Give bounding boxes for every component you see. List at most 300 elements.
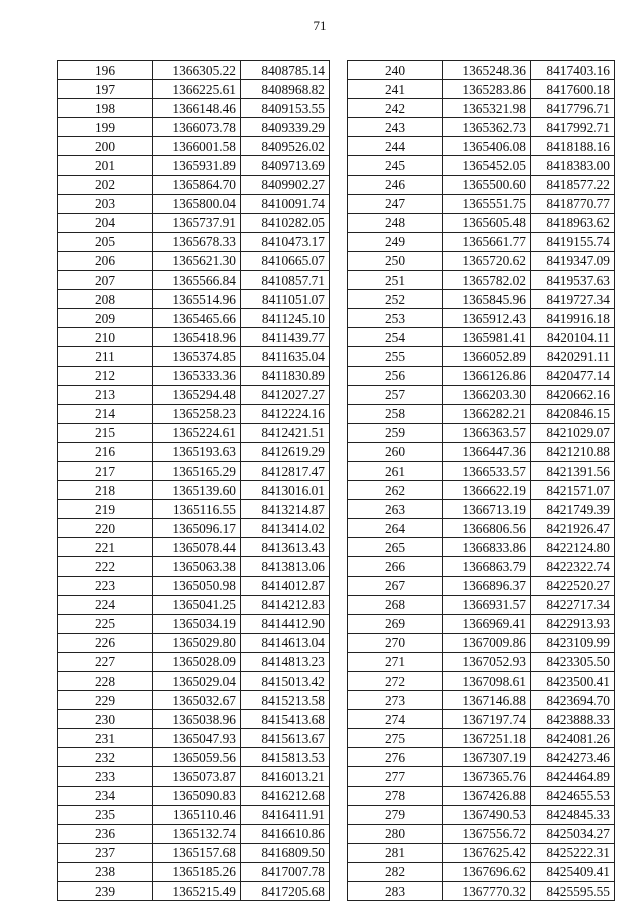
x-coordinate-cell: 1365418.96 xyxy=(153,328,241,347)
x-coordinate-cell: 1365139.60 xyxy=(153,481,241,500)
table-row xyxy=(58,805,330,824)
y-coordinate-cell: 8412619.29 xyxy=(241,442,330,461)
point-number-cell: 264 xyxy=(348,519,443,538)
y-coordinate-cell: 8410665.07 xyxy=(241,251,330,270)
y-coordinate-cell: 8424273.46 xyxy=(531,748,615,767)
y-coordinate-cell: 8414613.04 xyxy=(241,633,330,652)
point-number-cell: 251 xyxy=(348,271,443,290)
y-coordinate-cell: 8423694.70 xyxy=(531,691,615,710)
x-coordinate-cell: 1365132.74 xyxy=(153,824,241,843)
y-coordinate-cell: 8418188.16 xyxy=(531,137,615,156)
x-coordinate-cell: 1365981.41 xyxy=(443,328,531,347)
point-number-cell: 214 xyxy=(58,404,153,423)
point-number-cell: 225 xyxy=(58,614,153,633)
x-coordinate-cell: 1366622.19 xyxy=(443,481,531,500)
table-row xyxy=(348,80,615,99)
y-coordinate-cell: 8409713.69 xyxy=(241,156,330,175)
table-row xyxy=(348,347,615,366)
y-coordinate-cell: 8416212.68 xyxy=(241,786,330,805)
y-coordinate-cell: 8408785.14 xyxy=(241,61,330,80)
x-coordinate-cell: 1366001.58 xyxy=(153,137,241,156)
y-coordinate-cell: 8412027.27 xyxy=(241,385,330,404)
y-coordinate-cell: 8412421.51 xyxy=(241,423,330,442)
x-coordinate-cell: 1365028.09 xyxy=(153,652,241,671)
point-number-cell: 210 xyxy=(58,328,153,347)
point-number-cell: 202 xyxy=(58,175,153,194)
point-number-cell: 259 xyxy=(348,423,443,442)
x-coordinate-cell: 1365621.30 xyxy=(153,251,241,270)
point-number-cell: 207 xyxy=(58,271,153,290)
point-number-cell: 212 xyxy=(58,366,153,385)
table-row xyxy=(58,652,330,671)
x-coordinate-cell: 1365566.84 xyxy=(153,271,241,290)
x-coordinate-cell: 1367696.62 xyxy=(443,862,531,881)
y-coordinate-cell: 8423109.99 xyxy=(531,633,615,652)
table-row xyxy=(58,423,330,442)
y-coordinate-cell: 8418770.77 xyxy=(531,194,615,213)
x-coordinate-cell: 1367146.88 xyxy=(443,691,531,710)
point-number-cell: 222 xyxy=(58,557,153,576)
table-row xyxy=(58,729,330,748)
point-number-cell: 199 xyxy=(58,118,153,137)
y-coordinate-cell: 8415213.58 xyxy=(241,691,330,710)
y-coordinate-cell: 8420104.11 xyxy=(531,328,615,347)
point-number-cell: 263 xyxy=(348,500,443,519)
x-coordinate-cell: 1365782.02 xyxy=(443,271,531,290)
x-coordinate-cell: 1365090.83 xyxy=(153,786,241,805)
x-coordinate-cell: 1365283.86 xyxy=(443,80,531,99)
table-row xyxy=(58,882,330,901)
x-coordinate-cell: 1365185.26 xyxy=(153,862,241,881)
y-coordinate-cell: 8417796.71 xyxy=(531,99,615,118)
point-number-cell: 231 xyxy=(58,729,153,748)
table-row xyxy=(348,538,615,557)
table-row xyxy=(58,748,330,767)
y-coordinate-cell: 8421926.47 xyxy=(531,519,615,538)
table-row xyxy=(348,251,615,270)
y-coordinate-cell: 8422520.27 xyxy=(531,576,615,595)
table-row xyxy=(348,118,615,137)
y-coordinate-cell: 8410473.17 xyxy=(241,232,330,251)
y-coordinate-cell: 8417600.18 xyxy=(531,80,615,99)
y-coordinate-cell: 8425409.41 xyxy=(531,862,615,881)
x-coordinate-cell: 1366806.56 xyxy=(443,519,531,538)
point-number-cell: 244 xyxy=(348,137,443,156)
x-coordinate-cell: 1365605.48 xyxy=(443,213,531,232)
table-row xyxy=(348,423,615,442)
y-coordinate-cell: 8423305.50 xyxy=(531,652,615,671)
y-coordinate-cell: 8411051.07 xyxy=(241,290,330,309)
table-row xyxy=(58,194,330,213)
y-coordinate-cell: 8420477.14 xyxy=(531,366,615,385)
point-number-cell: 196 xyxy=(58,61,153,80)
point-number-cell: 265 xyxy=(348,538,443,557)
point-number-cell: 213 xyxy=(58,385,153,404)
table-row xyxy=(58,843,330,862)
point-number-cell: 255 xyxy=(348,347,443,366)
point-number-cell: 240 xyxy=(348,61,443,80)
y-coordinate-cell: 8423888.33 xyxy=(531,710,615,729)
table-row xyxy=(348,156,615,175)
table-row xyxy=(58,481,330,500)
table-row xyxy=(58,366,330,385)
x-coordinate-cell: 1365661.77 xyxy=(443,232,531,251)
table-row xyxy=(58,672,330,691)
y-coordinate-cell: 8419155.74 xyxy=(531,232,615,251)
x-coordinate-cell: 1365720.62 xyxy=(443,251,531,270)
x-coordinate-cell: 1366305.22 xyxy=(153,61,241,80)
y-coordinate-cell: 8409339.29 xyxy=(241,118,330,137)
point-number-cell: 267 xyxy=(348,576,443,595)
x-coordinate-cell: 1367556.72 xyxy=(443,824,531,843)
point-number-cell: 246 xyxy=(348,175,443,194)
y-coordinate-cell: 8418577.22 xyxy=(531,175,615,194)
point-number-cell: 237 xyxy=(58,843,153,862)
point-number-cell: 261 xyxy=(348,461,443,480)
coordinates-table-left xyxy=(57,60,330,901)
x-coordinate-cell: 1365038.96 xyxy=(153,710,241,729)
table-row xyxy=(348,557,615,576)
y-coordinate-cell: 8414012.87 xyxy=(241,576,330,595)
y-coordinate-cell: 8415413.68 xyxy=(241,710,330,729)
table-row xyxy=(58,271,330,290)
table-row xyxy=(348,404,615,423)
table-row xyxy=(348,61,615,80)
y-coordinate-cell: 8413813.06 xyxy=(241,557,330,576)
point-number-cell: 235 xyxy=(58,805,153,824)
y-coordinate-cell: 8421210.88 xyxy=(531,442,615,461)
x-coordinate-cell: 1367197.74 xyxy=(443,710,531,729)
x-coordinate-cell: 1367052.93 xyxy=(443,652,531,671)
point-number-cell: 281 xyxy=(348,843,443,862)
x-coordinate-cell: 1365406.08 xyxy=(443,137,531,156)
y-coordinate-cell: 8425034.27 xyxy=(531,824,615,843)
y-coordinate-cell: 8416610.86 xyxy=(241,824,330,843)
table-row xyxy=(58,328,330,347)
y-coordinate-cell: 8419347.09 xyxy=(531,251,615,270)
y-coordinate-cell: 8417205.68 xyxy=(241,882,330,901)
table-row xyxy=(58,786,330,805)
x-coordinate-cell: 1365029.80 xyxy=(153,633,241,652)
point-number-cell: 201 xyxy=(58,156,153,175)
y-coordinate-cell: 8413613.43 xyxy=(241,538,330,557)
point-number-cell: 249 xyxy=(348,232,443,251)
x-coordinate-cell: 1367770.32 xyxy=(443,882,531,901)
point-number-cell: 232 xyxy=(58,748,153,767)
point-number-cell: 260 xyxy=(348,442,443,461)
y-coordinate-cell: 8415013.42 xyxy=(241,672,330,691)
x-coordinate-cell: 1366533.57 xyxy=(443,461,531,480)
y-coordinate-cell: 8411245.10 xyxy=(241,309,330,328)
table-row xyxy=(348,366,615,385)
point-number-cell: 279 xyxy=(348,805,443,824)
point-number-cell: 280 xyxy=(348,824,443,843)
x-coordinate-cell: 1366363.57 xyxy=(443,423,531,442)
point-number-cell: 205 xyxy=(58,232,153,251)
x-coordinate-cell: 1365800.04 xyxy=(153,194,241,213)
table-row xyxy=(58,767,330,786)
y-coordinate-cell: 8416013.21 xyxy=(241,767,330,786)
x-coordinate-cell: 1365034.19 xyxy=(153,614,241,633)
y-coordinate-cell: 8412224.16 xyxy=(241,404,330,423)
point-number-cell: 271 xyxy=(348,652,443,671)
y-coordinate-cell: 8421571.07 xyxy=(531,481,615,500)
x-coordinate-cell: 1365551.75 xyxy=(443,194,531,213)
x-coordinate-cell: 1365321.98 xyxy=(443,99,531,118)
table-row xyxy=(348,672,615,691)
y-coordinate-cell: 8425222.31 xyxy=(531,843,615,862)
point-number-cell: 283 xyxy=(348,882,443,901)
x-coordinate-cell: 1365029.04 xyxy=(153,672,241,691)
y-coordinate-cell: 8417403.16 xyxy=(531,61,615,80)
table-row xyxy=(348,328,615,347)
point-number-cell: 245 xyxy=(348,156,443,175)
x-coordinate-cell: 1365073.87 xyxy=(153,767,241,786)
table-row xyxy=(348,500,615,519)
point-number-cell: 257 xyxy=(348,385,443,404)
point-number-cell: 203 xyxy=(58,194,153,213)
point-number-cell: 276 xyxy=(348,748,443,767)
y-coordinate-cell: 8415813.53 xyxy=(241,748,330,767)
table-row xyxy=(348,290,615,309)
point-number-cell: 277 xyxy=(348,767,443,786)
x-coordinate-cell: 1366713.19 xyxy=(443,500,531,519)
x-coordinate-cell: 1366282.21 xyxy=(443,404,531,423)
x-coordinate-cell: 1365224.61 xyxy=(153,423,241,442)
table-row xyxy=(58,385,330,404)
table-row xyxy=(348,461,615,480)
table-row xyxy=(58,290,330,309)
x-coordinate-cell: 1366148.46 xyxy=(153,99,241,118)
x-coordinate-cell: 1366863.79 xyxy=(443,557,531,576)
x-coordinate-cell: 1365096.17 xyxy=(153,519,241,538)
x-coordinate-cell: 1365215.49 xyxy=(153,882,241,901)
point-number-cell: 256 xyxy=(348,366,443,385)
y-coordinate-cell: 8410857.71 xyxy=(241,271,330,290)
y-coordinate-cell: 8414212.83 xyxy=(241,595,330,614)
table-row xyxy=(348,729,615,748)
y-coordinate-cell: 8408968.82 xyxy=(241,80,330,99)
y-coordinate-cell: 8414412.90 xyxy=(241,614,330,633)
table-row xyxy=(348,710,615,729)
table-row xyxy=(348,767,615,786)
point-number-cell: 241 xyxy=(348,80,443,99)
x-coordinate-cell: 1365465.66 xyxy=(153,309,241,328)
y-coordinate-cell: 8411635.04 xyxy=(241,347,330,366)
point-number-cell: 275 xyxy=(348,729,443,748)
x-coordinate-cell: 1365078.44 xyxy=(153,538,241,557)
x-coordinate-cell: 1365737.91 xyxy=(153,213,241,232)
table-row xyxy=(348,633,615,652)
x-coordinate-cell: 1365050.98 xyxy=(153,576,241,595)
x-coordinate-cell: 1367307.19 xyxy=(443,748,531,767)
x-coordinate-cell: 1367625.42 xyxy=(443,843,531,862)
table-row xyxy=(348,519,615,538)
coordinates-table-right xyxy=(347,60,615,901)
y-coordinate-cell: 8422322.74 xyxy=(531,557,615,576)
table-row xyxy=(58,862,330,881)
y-coordinate-cell: 8420846.15 xyxy=(531,404,615,423)
table-row xyxy=(58,824,330,843)
point-number-cell: 248 xyxy=(348,213,443,232)
point-number-cell: 270 xyxy=(348,633,443,652)
point-number-cell: 274 xyxy=(348,710,443,729)
x-coordinate-cell: 1365032.67 xyxy=(153,691,241,710)
point-number-cell: 223 xyxy=(58,576,153,595)
point-number-cell: 268 xyxy=(348,595,443,614)
point-number-cell: 247 xyxy=(348,194,443,213)
table-row xyxy=(348,481,615,500)
table-row xyxy=(348,309,615,328)
point-number-cell: 236 xyxy=(58,824,153,843)
x-coordinate-cell: 1367251.18 xyxy=(443,729,531,748)
y-coordinate-cell: 8419916.18 xyxy=(531,309,615,328)
table-row xyxy=(348,576,615,595)
point-number-cell: 230 xyxy=(58,710,153,729)
y-coordinate-cell: 8418963.62 xyxy=(531,213,615,232)
point-number-cell: 253 xyxy=(348,309,443,328)
x-coordinate-cell: 1367009.86 xyxy=(443,633,531,652)
x-coordinate-cell: 1365193.63 xyxy=(153,442,241,461)
table-row xyxy=(58,251,330,270)
table-row xyxy=(348,213,615,232)
point-number-cell: 204 xyxy=(58,213,153,232)
point-number-cell: 208 xyxy=(58,290,153,309)
x-coordinate-cell: 1366203.30 xyxy=(443,385,531,404)
table-row xyxy=(58,99,330,118)
x-coordinate-cell: 1365362.73 xyxy=(443,118,531,137)
point-number-cell: 269 xyxy=(348,614,443,633)
y-coordinate-cell: 8413414.02 xyxy=(241,519,330,538)
point-number-cell: 217 xyxy=(58,461,153,480)
point-number-cell: 262 xyxy=(348,481,443,500)
table-row xyxy=(58,633,330,652)
point-number-cell: 234 xyxy=(58,786,153,805)
y-coordinate-cell: 8423500.41 xyxy=(531,672,615,691)
table-row xyxy=(58,309,330,328)
y-coordinate-cell: 8409526.02 xyxy=(241,137,330,156)
table-row xyxy=(58,232,330,251)
table-row xyxy=(58,710,330,729)
y-coordinate-cell: 8424464.89 xyxy=(531,767,615,786)
x-coordinate-cell: 1366447.36 xyxy=(443,442,531,461)
table-row xyxy=(348,652,615,671)
table-row xyxy=(58,595,330,614)
point-number-cell: 266 xyxy=(348,557,443,576)
y-coordinate-cell: 8420662.16 xyxy=(531,385,615,404)
y-coordinate-cell: 8421391.56 xyxy=(531,461,615,480)
y-coordinate-cell: 8416809.50 xyxy=(241,843,330,862)
y-coordinate-cell: 8420291.11 xyxy=(531,347,615,366)
table-row xyxy=(348,882,615,901)
table-row xyxy=(348,194,615,213)
point-number-cell: 220 xyxy=(58,519,153,538)
y-coordinate-cell: 8418383.00 xyxy=(531,156,615,175)
y-coordinate-cell: 8412817.47 xyxy=(241,461,330,480)
x-coordinate-cell: 1366833.86 xyxy=(443,538,531,557)
point-number-cell: 252 xyxy=(348,290,443,309)
x-coordinate-cell: 1365110.46 xyxy=(153,805,241,824)
point-number-cell: 272 xyxy=(348,672,443,691)
point-number-cell: 211 xyxy=(58,347,153,366)
point-number-cell: 221 xyxy=(58,538,153,557)
table-row xyxy=(348,175,615,194)
table-row xyxy=(348,614,615,633)
table-row xyxy=(58,175,330,194)
table-row xyxy=(348,99,615,118)
x-coordinate-cell: 1365047.93 xyxy=(153,729,241,748)
table-row xyxy=(58,61,330,80)
table-row xyxy=(348,232,615,251)
table-row xyxy=(58,347,330,366)
y-coordinate-cell: 8415613.67 xyxy=(241,729,330,748)
point-number-cell: 200 xyxy=(58,137,153,156)
table-row xyxy=(348,385,615,404)
point-number-cell: 282 xyxy=(348,862,443,881)
x-coordinate-cell: 1365333.36 xyxy=(153,366,241,385)
x-coordinate-cell: 1366073.78 xyxy=(153,118,241,137)
x-coordinate-cell: 1365678.33 xyxy=(153,232,241,251)
table-row xyxy=(58,213,330,232)
x-coordinate-cell: 1366969.41 xyxy=(443,614,531,633)
x-coordinate-cell: 1365063.38 xyxy=(153,557,241,576)
y-coordinate-cell: 8422124.80 xyxy=(531,538,615,557)
table-row xyxy=(58,156,330,175)
point-number-cell: 233 xyxy=(58,767,153,786)
x-coordinate-cell: 1365116.55 xyxy=(153,500,241,519)
y-coordinate-cell: 8424845.33 xyxy=(531,805,615,824)
table-row xyxy=(58,461,330,480)
y-coordinate-cell: 8413214.87 xyxy=(241,500,330,519)
table-row xyxy=(58,614,330,633)
table-row xyxy=(58,80,330,99)
point-number-cell: 228 xyxy=(58,672,153,691)
point-number-cell: 227 xyxy=(58,652,153,671)
point-number-cell: 198 xyxy=(58,99,153,118)
table-row xyxy=(348,843,615,862)
table-row xyxy=(58,118,330,137)
y-coordinate-cell: 8409153.55 xyxy=(241,99,330,118)
y-coordinate-cell: 8410282.05 xyxy=(241,213,330,232)
point-number-cell: 216 xyxy=(58,442,153,461)
table-row xyxy=(58,404,330,423)
x-coordinate-cell: 1365258.23 xyxy=(153,404,241,423)
x-coordinate-cell: 1366931.57 xyxy=(443,595,531,614)
point-number-cell: 250 xyxy=(348,251,443,270)
x-coordinate-cell: 1366052.89 xyxy=(443,347,531,366)
x-coordinate-cell: 1365165.29 xyxy=(153,461,241,480)
point-number-cell: 258 xyxy=(348,404,443,423)
y-coordinate-cell: 8414813.23 xyxy=(241,652,330,671)
table-row xyxy=(58,519,330,538)
y-coordinate-cell: 8424081.26 xyxy=(531,729,615,748)
point-number-cell: 218 xyxy=(58,481,153,500)
point-number-cell: 254 xyxy=(348,328,443,347)
point-number-cell: 273 xyxy=(348,691,443,710)
y-coordinate-cell: 8409902.27 xyxy=(241,175,330,194)
y-coordinate-cell: 8421749.39 xyxy=(531,500,615,519)
point-number-cell: 242 xyxy=(348,99,443,118)
x-coordinate-cell: 1365374.85 xyxy=(153,347,241,366)
point-number-cell: 226 xyxy=(58,633,153,652)
table-row xyxy=(348,271,615,290)
table-row xyxy=(58,557,330,576)
y-coordinate-cell: 8411439.77 xyxy=(241,328,330,347)
x-coordinate-cell: 1365248.36 xyxy=(443,61,531,80)
y-coordinate-cell: 8419537.63 xyxy=(531,271,615,290)
x-coordinate-cell: 1365452.05 xyxy=(443,156,531,175)
x-coordinate-cell: 1365294.48 xyxy=(153,385,241,404)
